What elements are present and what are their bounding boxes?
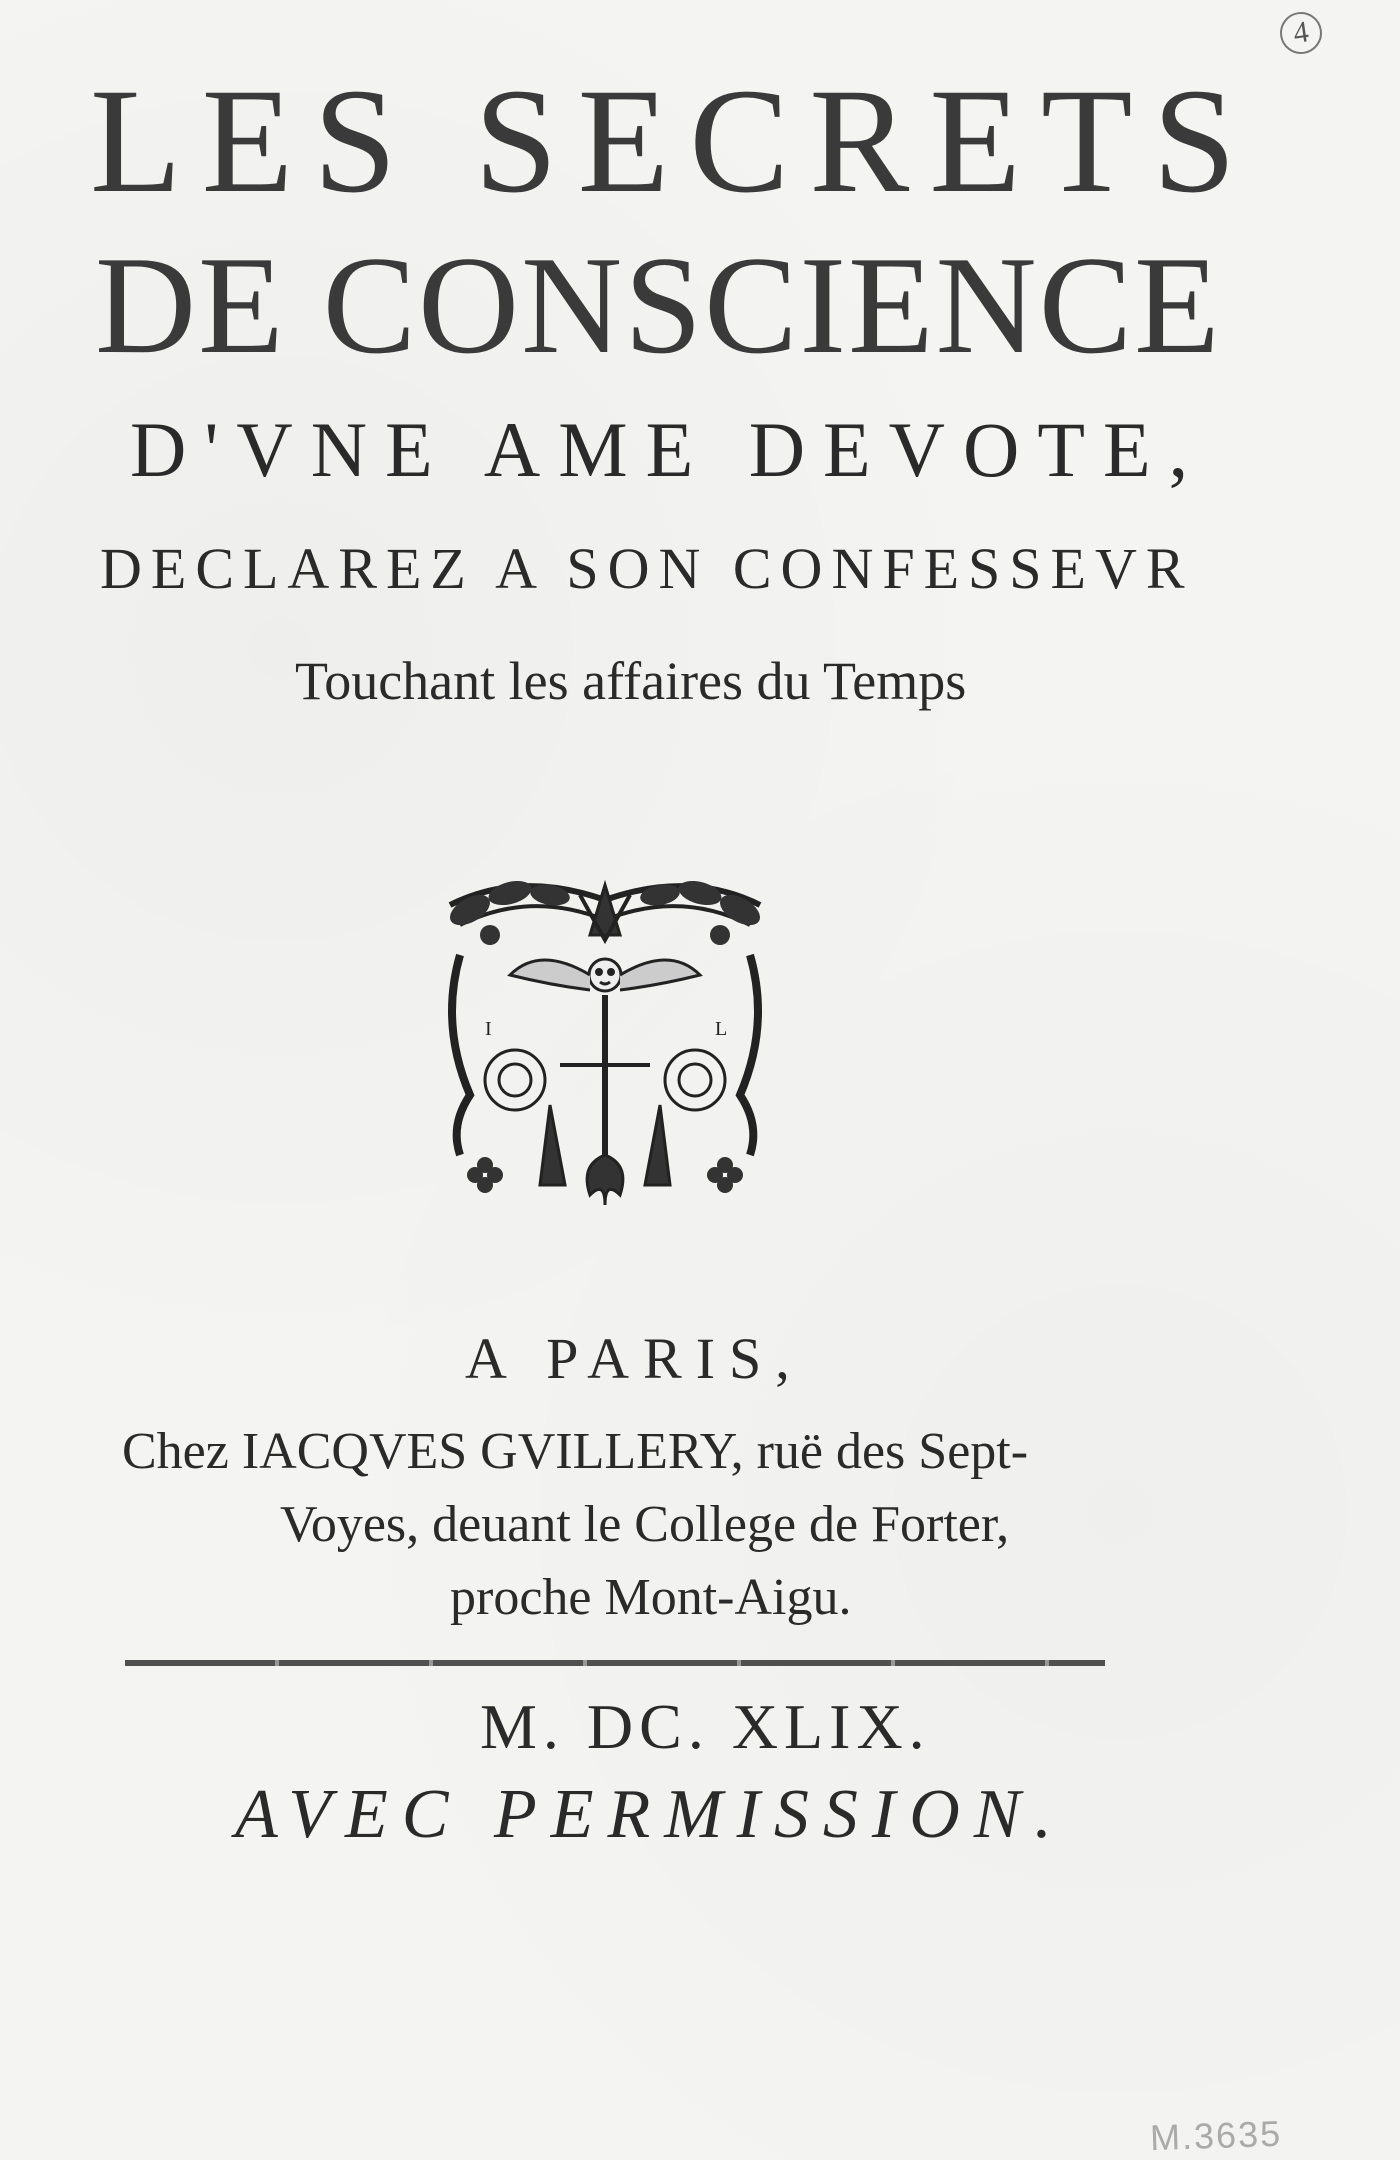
title-line-4: DECLAREZ A SON CONFESSEVR: [100, 536, 1194, 601]
imprint-place: A PARIS,: [465, 1326, 804, 1391]
permission-line: AVEC PERMISSION.: [235, 1776, 1066, 1853]
title-line-1: LES SECRETS: [90, 58, 1256, 224]
library-shelfmark: M.3635: [1149, 2112, 1283, 2159]
title-line-3: D'VNE AME DEVOTE,: [130, 406, 1207, 493]
publication-year: M. DC. XLIX.: [480, 1691, 931, 1762]
imprint-line-2: Voyes, deuant le College de Forter,: [280, 1496, 1010, 1553]
horizontal-rule: [125, 1660, 1105, 1666]
ornament-initial-left: I: [485, 1018, 492, 1040]
page-number-mark: 4: [1277, 9, 1324, 56]
title-line-5: Touchant les affaires du Temps: [295, 651, 967, 711]
printer-ornament-icon: [430, 865, 780, 1210]
title-line-2: DE CONSCIENCE: [95, 228, 1222, 383]
imprint-line-3: proche Mont-Aigu.: [450, 1569, 852, 1626]
imprint-line-1: Chez IACQVES GVILLERY, ruë des Sept-: [122, 1423, 1029, 1480]
ornament-initial-right: L: [715, 1018, 728, 1040]
